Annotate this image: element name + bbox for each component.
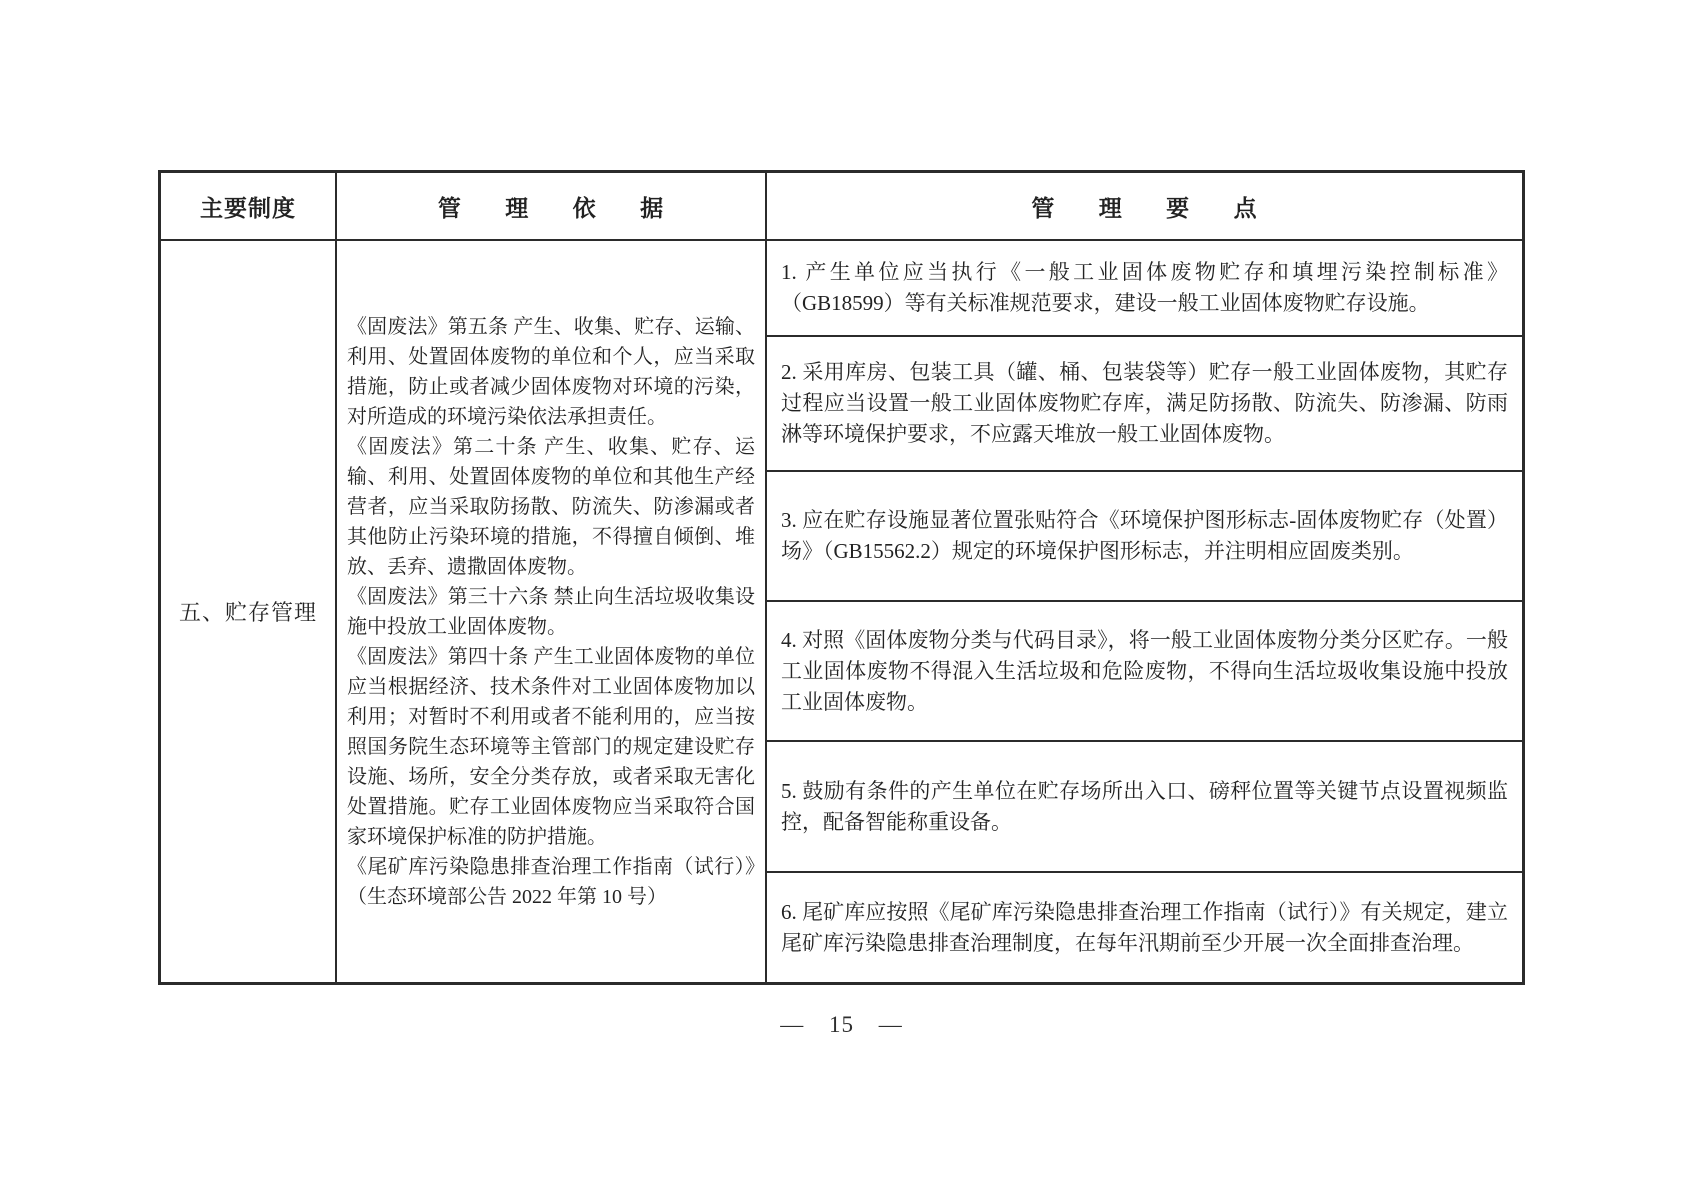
key-point-text: 2. 采用库房、包装工具（罐、桶、包装袋等）贮存一般工业固体废物，其贮存过程应当设置一般工业固体废物贮存库，满足防扬散、防流失、防渗漏、防雨淋等环境保护要求，不应露天堆放一般工业固体废物。 — [781, 360, 1508, 446]
table-header-management-points: 管 理 要 点 — [765, 173, 1522, 241]
key-point-text: 4. 对照《固体废物分类与代码目录》，将一般工业固体废物分类分区贮存。一般工业固体废物不得混入生活垃圾和危险废物，不得向生活垃圾收集设施中投放工业固体废物。 — [781, 627, 1508, 714]
basis-paragraph-solid-waste-law-art5: 《固废法》第五条 产生、收集、贮存、运输、利用、处置固体废物的单位和个人，应当采取措施，防止或者减少固体废物对环境的污染，对所造成的环境污染依法承担责任。 — [347, 315, 755, 428]
key-point-item-5 — [767, 740, 1522, 871]
key-point-item-2 — [767, 335, 1522, 470]
basis-paragraph-solid-waste-law-art36: 《固废法》第三十六条 禁止向生活垃圾收集设施中投放工业固体废物。 — [347, 585, 755, 638]
basis-paragraph-solid-waste-law-art20: 《固废法》第二十条 产生、收集、贮存、运输、利用、处置固体废物的单位和其他生产经营者，应当采取防扬散、防流失、防渗漏或者其他防止污染环境的措施，不得擅自倾倒、堆放、丢弃、遗撒固体废物。 — [347, 435, 755, 578]
key-point-text: 3. 应在贮存设施显著位置张贴符合《环境保护图形标志-固体废物贮存（处置）场》（GB15562.2）规定的环境保护图形标志，并注明相应固废类别。 — [781, 508, 1508, 563]
basis-paragraph-solid-waste-law-art40: 《固废法》第四十条 产生工业固体废物的单位应当根据经济、技术条件对工业固体废物加以利用；对暂时不利用或者不能利用的，应当按照国务院生态环境等主管部门的规定建设贮存设施、场所，安全分类存放，或者采取无害化处置措施。贮存工业固体废物应当采取符合国家环境保护标准的防护措施。 — [347, 645, 755, 848]
key-point-text: 6. 尾矿库应按照《尾矿库污染隐患排查治理工作指南（试行）》有关规定，建立尾矿库污染隐患排查治理制度，在每年汛期前至少开展一次全面排查治理。 — [781, 899, 1508, 955]
basis-paragraph-tailings-guide: 《尾矿库污染隐患排查治理工作指南（试行）》（生态环境部公告 2022 年第 10 号） — [347, 855, 755, 908]
page-number: — 15 — — [780, 1012, 903, 1037]
regulation-table — [158, 170, 1525, 985]
key-point-item-6 — [767, 871, 1522, 982]
key-point-item-1 — [767, 241, 1522, 335]
key-point-item-4 — [767, 600, 1522, 740]
cell-management-basis — [335, 241, 765, 982]
key-point-text: 5. 鼓励有条件的产生单位在贮存场所出入口、磅秤位置等关键节点设置视频监控，配备智能称重设备。 — [781, 778, 1508, 834]
key-point-text: 1. 产生单位应当执行《一般工业固体废物贮存和填埋污染控制标准》（GB18599）等有关标准规范要求，建设一般工业固体废物贮存设施。 — [781, 260, 1508, 315]
table-header-main-system: 主要制度 — [161, 173, 335, 241]
table-header-management-basis: 管 理 依 据 — [335, 173, 765, 241]
key-point-item-3 — [767, 470, 1522, 600]
cell-main-system — [161, 241, 335, 982]
cell-management-points — [765, 241, 1522, 982]
system-label: 五、贮存管理 — [178, 600, 317, 625]
